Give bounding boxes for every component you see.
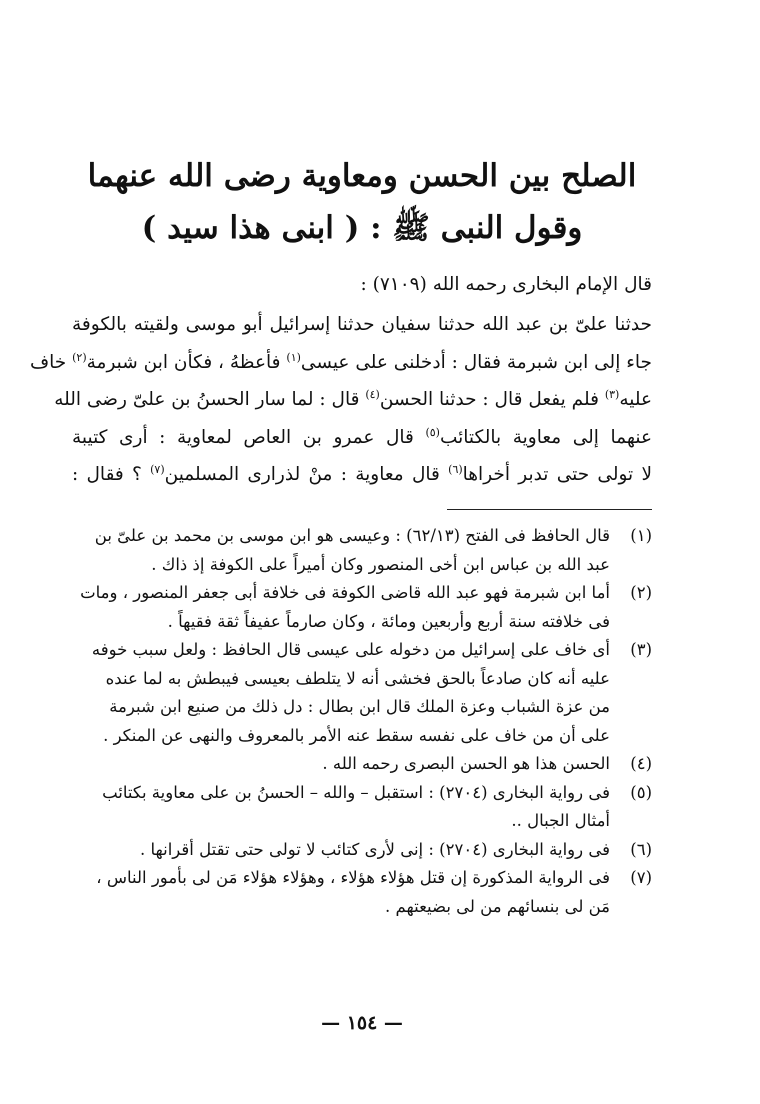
footnote-line: فى الرواية المذكورة إن قتل هؤلاء هؤلاء ، وهؤلاء هؤلاء مَن لى بأمور الناس ، [96,868,610,887]
footnote-number: (٧) [630,868,652,887]
hadith-line-5: لا تولى حتى تدبر أخراها$^{(٦)}$ قال معاوية : منْ لذرارى المسلمين$^{(٧)}$ ؟ فقال : [72,462,652,485]
footnote-6 [72,836,652,865]
footnote-line: مَن لى بنسائهم من لى بضيعتهم . [385,896,610,916]
footnote-line: عليه أنه كان صادعاً بالحق فخشى أنه لا يتلطف بعيسى فيبطش به لما عنده [105,668,610,688]
footnote-number: (٢) [630,583,652,602]
footnote-ref-3: (٣) [604,387,620,401]
footnote-number: (٣) [630,640,652,659]
footnote-line: من عزة الشباب وعزة الملك قال ابن بطال : دل ذلك من صنيع ابن شبرمة [109,697,610,716]
heading-line-1: الصلح بين الحسن ومعاوية رضى الله عنهما [87,158,637,194]
footnote-ref-6: (٦) [448,462,463,476]
footnotes [72,522,652,921]
footnote-line: على أن من خاف على نفسه سقط عنه الأمر بالمعروف والنهى عن المنكر . [103,725,610,745]
footnote-line: قال الحافظ فى الفتح (٦٢/١٣) : وعيسى هو ابن موسى بن محمد بن علىّ بن [94,526,610,545]
footnote-ref-4: (٤) [365,387,380,401]
footnote-line: أى خاف على إسرائيل من دخوله على عيسى قال الحافظ : ولعل سبب خوفه [91,640,610,659]
footnote-ref-5: (٥) [425,425,440,439]
footnote-number: (١) [630,526,652,545]
hadith-line-3: عليه$^{(٣)}$ فلم يفعل قال : حدثنا الحسن$^{(٤)}$ قال : لما سار الحسنُ بن علىّ رضى الله [54,387,652,410]
footnote-line: فى خلافته سنة أربع وأربعين ومائة ، وكان صارماً عفيفاً ثقة فقيهاً . [167,611,610,631]
chapter-heading [72,150,652,254]
footnote-4 [72,750,652,779]
footnote-line: الحسن هذا هو الحسن البصرى رحمه الله . [322,754,610,773]
footnote-line: أمثال الجبال .. [511,811,610,830]
footnote-number: (٦) [630,839,652,859]
footnote-number: (٤) [630,754,652,773]
footnote-number: (٥) [630,782,652,802]
footnote-2 [72,579,652,636]
footnote-line: فى رواية البخارى (٢٧٠٤) : استقبل – والله – الحسنُ بن على معاوية بكتائب [102,782,610,802]
hadith-intro: قال الإمام البخارى رحمه الله (٧١٠٩) : [360,274,652,295]
heading-line-2: وقول النبى ﷺ : ( ابنى هذا سيد ) [141,210,583,246]
footnote-line: أما ابن شبرمة فهو عبد الله قاضى الكوفة فى خلافة أبى جعفر المنصور ، ومات [80,583,610,602]
footnote-separator [447,509,652,510]
footnote-ref-2: (٢) [72,350,87,364]
hadith-line-1: حدثنا علىّ بن عبد الله حدثنا سفيان حدثنا إسرائيل أبو موسى ولقيته بالكوفة [72,314,652,335]
footnote-3 [72,636,652,750]
page-number: — ١٥٤ — [321,1012,403,1034]
hadith-line-2: جاء إلى ابن شبرمة فقال : أدخلنى على عيسى$^{(١)}$ فأعظهُ ، فكأن ابن شبرمة$^{(٢)}$ خاف [29,350,652,373]
footnote-line: عبد الله بن عباس ابن أخى المنصور وكان أميراً على الكوفة إذ ذاك . [151,554,610,574]
footnote-5 [72,779,652,836]
book-page [29,0,652,1104]
hadith-text [29,306,652,494]
footnote-line: فى رواية البخارى (٢٧٠٤) : إنى لأرى كتائب لا تولى حتى تقتل أقرانها . [140,839,610,859]
footnote-ref-7: (٧) [150,462,165,476]
hadith-line-4: عنهما إلى معاوية بالكتائب$^{(٥)}$ قال عمرو بن العاص لمعاوية : أرى كتيبة [72,425,652,448]
footnote-7 [72,864,652,921]
footnote-1 [72,522,652,579]
footnote-ref-1: (١) [286,350,301,364]
